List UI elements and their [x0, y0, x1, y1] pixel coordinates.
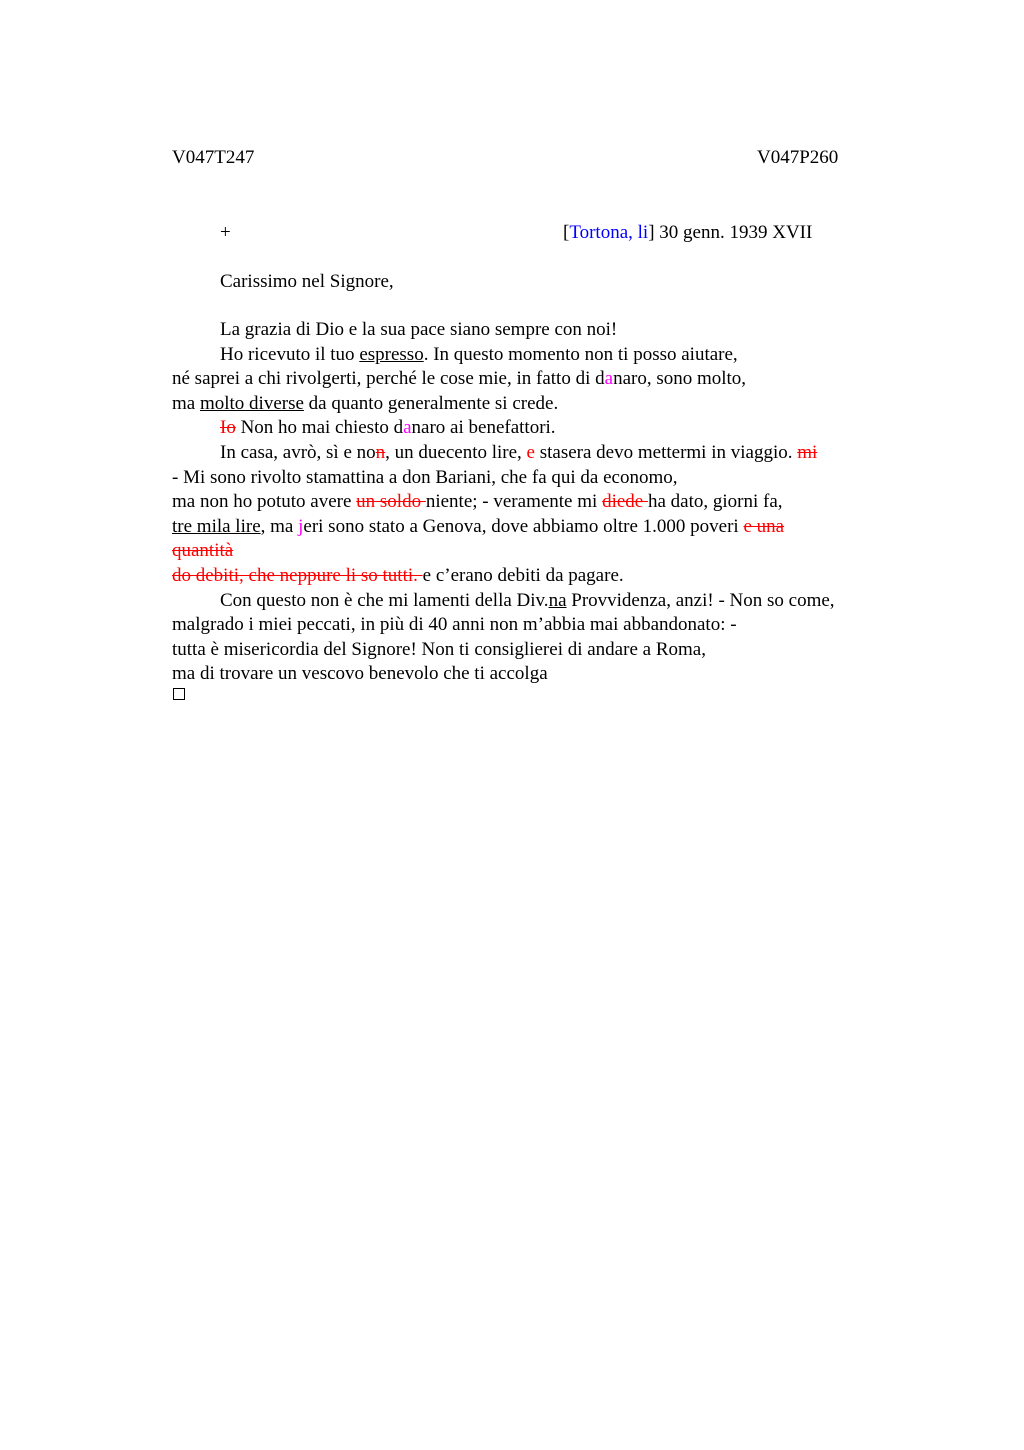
inserted-text: a: [604, 368, 614, 390]
text-run: Provvidenza, anzi! - Non so come,: [566, 589, 835, 611]
letter-body: [172, 318, 912, 687]
text-line: [172, 589, 912, 614]
text-run: Non ho mai chiesto d: [235, 417, 404, 439]
text-line: [172, 515, 912, 540]
deleted-text: un soldo: [356, 491, 426, 513]
header-right-code: V047P260: [757, 147, 839, 168]
deleted-text: quantità: [172, 540, 234, 562]
place-name: Tortona, li: [569, 222, 649, 243]
text-run: , ma: [260, 515, 299, 537]
text-run: In casa, avrò, sì e no: [220, 441, 376, 463]
deleted-text: do debiti, che neppure li so tutti.: [172, 564, 423, 586]
text-run: . In questo momento non ti posso aiutare,: [423, 343, 738, 365]
header-left-code: V047T247: [172, 147, 255, 168]
text-line: [172, 416, 912, 441]
text-run: - Mi sono rivolto stamattina a don Bariani, che fa qui da economo,: [172, 466, 678, 488]
corrected-text: e: [526, 441, 535, 463]
text-run: La grazia di Dio e la sua pace siano sempre con noi!: [220, 319, 618, 340]
bracket-open: [: [563, 222, 570, 243]
text-run: , un duecento lire,: [385, 441, 527, 463]
text-line: [172, 343, 912, 368]
text-line: [172, 638, 912, 663]
text-run: niente; - veramente mi: [425, 491, 603, 513]
text-run: malgrado i miei peccati, in più di 40 anni non m’abbia mai abbandonato: -: [172, 614, 737, 636]
deleted-text: diede: [602, 491, 648, 513]
text-run: Ho ricevuto il tuo: [220, 343, 360, 365]
text-line: [172, 367, 912, 392]
text-line: [172, 564, 912, 589]
end-of-text-box-icon: [173, 688, 185, 700]
underlined-text: tre mila lire: [172, 515, 261, 537]
dateline: [563, 221, 812, 245]
text-run: Con questo non è che mi lamenti della Div.: [220, 589, 549, 611]
text-run: tutta è misericordia del Signore! Non ti consiglierei di andare a Roma,: [172, 638, 706, 660]
text-run: stasera devo mettermi in viaggio.: [534, 441, 798, 463]
text-run: ma di trovare un vescovo benevolo che ti accolga: [172, 663, 548, 685]
underlined-text: na: [548, 589, 567, 611]
text-line: [172, 490, 912, 515]
cross-symbol: +: [220, 222, 231, 243]
underlined-text: molto diverse: [199, 392, 304, 414]
date: 30 genn. 1939 XVII: [654, 222, 813, 243]
deleted-text: Io: [220, 417, 236, 439]
text-run: naro ai benefattori.: [411, 417, 556, 439]
text-line: [172, 441, 912, 466]
text-run: ma non ho potuto avere: [172, 491, 357, 513]
inserted-text: a: [403, 417, 412, 439]
text-line: [172, 392, 912, 417]
text-line: [172, 662, 912, 687]
text-line: [172, 466, 912, 491]
text-run: naro, sono molto,: [613, 368, 747, 390]
text-run: ha dato, giorni fa,: [647, 491, 783, 513]
text-line: [172, 318, 912, 343]
text-run: né saprei a chi rivolgerti, perché le cose mie, in fatto di d: [172, 368, 605, 390]
underlined-text: espresso: [359, 343, 424, 365]
text-line: [172, 539, 912, 564]
deleted-text: e una: [743, 515, 785, 537]
bracket-close: ]: [648, 222, 655, 243]
deleted-text: mi: [797, 441, 818, 463]
salutation: Carissimo nel Signore,: [220, 271, 394, 292]
text-run: ma: [172, 392, 200, 414]
text-run: e c’erano debiti da pagare.: [422, 564, 624, 586]
text-run: da quanto generalmente si crede.: [303, 392, 559, 414]
deleted-text: n: [375, 441, 386, 463]
inserted-text: j: [298, 515, 304, 537]
text-line: [172, 613, 912, 638]
text-run: eri sono stato a Genova, dove abbiamo oltre 1.000 poveri: [303, 515, 744, 537]
